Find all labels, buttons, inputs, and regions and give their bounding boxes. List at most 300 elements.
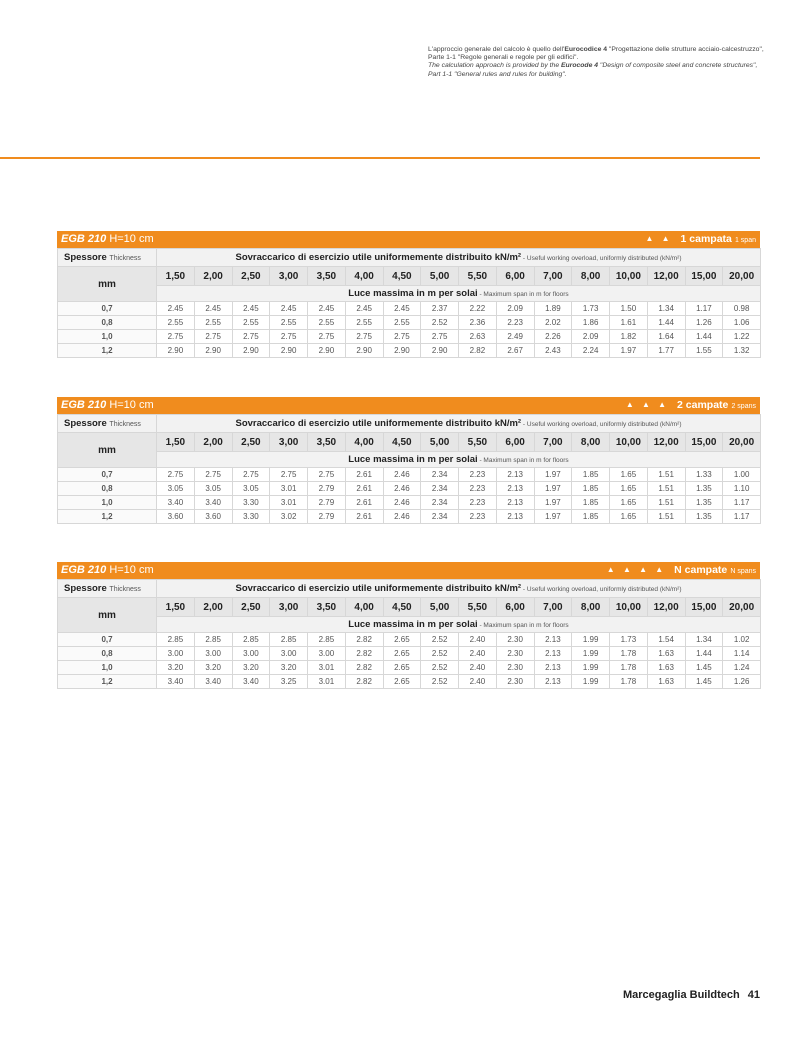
thickness-value: 1,0 — [58, 330, 157, 344]
load-value: 5,50 — [459, 598, 497, 617]
span-value: 2.13 — [534, 661, 572, 675]
span-table-grid — [57, 579, 761, 689]
load-value: 10,00 — [610, 433, 648, 452]
span-value: 3.40 — [157, 675, 195, 689]
span-config — [607, 564, 756, 576]
load-value: 6,00 — [496, 267, 534, 286]
span-value: 2.75 — [270, 330, 308, 344]
table-title-bar — [57, 231, 760, 248]
span-value: 1.00 — [723, 468, 761, 482]
load-value: 12,00 — [647, 433, 685, 452]
span-value: 2.02 — [534, 316, 572, 330]
intro-en-text-2: "Design of composite steel and concrete structures", Part 1-1 "General rules and rules for building". — [428, 62, 758, 78]
span-table-2 — [57, 397, 760, 524]
intro-text — [428, 46, 764, 79]
span-value: 1.65 — [610, 496, 648, 510]
load-value: 20,00 — [723, 267, 761, 286]
span-value: 3.05 — [194, 482, 232, 496]
table-title-bar — [57, 397, 760, 414]
orange-divider — [0, 157, 760, 159]
load-value: 3,00 — [270, 598, 308, 617]
span-value: 2.90 — [345, 344, 383, 358]
intro-it-eurocode: Eurocodice 4 — [564, 46, 608, 53]
span-value: 3.05 — [157, 482, 195, 496]
load-value: 4,50 — [383, 433, 421, 452]
span-value: 1.45 — [685, 661, 723, 675]
span-value: 2.23 — [459, 496, 497, 510]
max-span-label: Luce massima in m per solai — [348, 619, 478, 630]
table-row — [58, 302, 761, 316]
support-triangles-icon: ▲ ▲ — [645, 234, 673, 243]
span-config — [626, 399, 756, 411]
span-value: 2.40 — [459, 675, 497, 689]
load-value: 6,00 — [496, 433, 534, 452]
thickness-label-en: Thickness — [109, 421, 141, 428]
thickness-value: 0,8 — [58, 482, 157, 496]
span-value: 1.44 — [647, 316, 685, 330]
span-table-1 — [57, 231, 760, 358]
span-value: 1.33 — [685, 468, 723, 482]
span-value: 2.13 — [496, 468, 534, 482]
span-value: 2.45 — [308, 302, 346, 316]
table-row — [58, 633, 761, 647]
load-label-en: - Useful working overload, uniformly distributed (kN/m²) — [521, 255, 682, 262]
load-value: 10,00 — [610, 598, 648, 617]
product-model: EGB 210 — [61, 564, 107, 576]
thickness-header — [58, 249, 157, 267]
span-value: 3.25 — [270, 675, 308, 689]
header-row — [58, 249, 761, 267]
max-span-label-en: - Maximum span in m for floors — [477, 291, 569, 298]
span-value: 1.78 — [610, 647, 648, 661]
span-value: 2.45 — [345, 302, 383, 316]
span-value: 2.45 — [157, 302, 195, 316]
footer-brand: Marcegaglia Buildtech — [622, 989, 740, 1001]
span-value: 2.13 — [496, 482, 534, 496]
load-value: 2,50 — [232, 598, 270, 617]
span-value: 2.75 — [194, 330, 232, 344]
product-height: H=10 cm — [109, 399, 154, 411]
load-value: 3,50 — [308, 433, 346, 452]
intro-en-eurocode: Eurocode 4 — [561, 62, 599, 70]
span-value: 3.30 — [232, 510, 270, 524]
span-value: 2.23 — [459, 468, 497, 482]
table-row — [58, 647, 761, 661]
span-value: 2.30 — [496, 633, 534, 647]
span-value: 2.90 — [308, 344, 346, 358]
span-value: 2.61 — [345, 482, 383, 496]
header-row — [58, 415, 761, 433]
span-value: 2.65 — [383, 661, 421, 675]
span-table-grid — [57, 414, 761, 524]
span-value: 1.54 — [647, 633, 685, 647]
span-value: 2.75 — [345, 330, 383, 344]
span-value: 2.23 — [459, 482, 497, 496]
span-value: 1.99 — [572, 675, 610, 689]
max-span-label: Luce massima in m per solai — [348, 454, 478, 465]
span-value: 2.82 — [345, 675, 383, 689]
span-value: 2.82 — [345, 661, 383, 675]
intro-italian — [428, 46, 764, 62]
span-value: 2.52 — [421, 647, 459, 661]
load-value: 1,50 — [157, 267, 195, 286]
table-row — [58, 675, 761, 689]
span-value: 0.98 — [723, 302, 761, 316]
thickness-label: Spessore — [64, 252, 107, 263]
span-value: 3.20 — [232, 661, 270, 675]
span-value: 1.06 — [723, 316, 761, 330]
span-value: 1.65 — [610, 468, 648, 482]
span-value: 2.75 — [383, 330, 421, 344]
intro-en-text: The calculation approach is provided by the — [428, 62, 561, 70]
load-value: 3,00 — [270, 267, 308, 286]
span-value: 2.46 — [383, 510, 421, 524]
span-value: 1.73 — [610, 633, 648, 647]
span-value: 2.46 — [383, 496, 421, 510]
span-value: 2.34 — [421, 468, 459, 482]
load-value: 20,00 — [723, 598, 761, 617]
span-header-row — [58, 286, 761, 302]
span-value: 1.85 — [572, 468, 610, 482]
span-value: 2.65 — [383, 633, 421, 647]
span-value: 2.85 — [157, 633, 195, 647]
thickness-label-en: Thickness — [109, 255, 141, 262]
thickness-value: 1,2 — [58, 510, 157, 524]
span-value: 3.01 — [308, 675, 346, 689]
span-value: 1.82 — [610, 330, 648, 344]
span-value: 2.82 — [459, 344, 497, 358]
span-value: 2.30 — [496, 675, 534, 689]
span-value: 2.82 — [345, 647, 383, 661]
span-value: 2.13 — [496, 496, 534, 510]
span-value: 1.10 — [723, 482, 761, 496]
table-row — [58, 468, 761, 482]
span-value: 2.55 — [270, 316, 308, 330]
span-header-row — [58, 617, 761, 633]
thickness-header — [58, 415, 157, 433]
span-value: 2.55 — [308, 316, 346, 330]
span-value: 1.61 — [610, 316, 648, 330]
load-value: 3,50 — [308, 267, 346, 286]
support-triangles-icon: ▲ ▲ ▲ — [625, 400, 670, 409]
span-label: 1 campata — [680, 233, 732, 245]
span-value: 2.49 — [496, 330, 534, 344]
span-value: 1.51 — [647, 468, 685, 482]
load-value: 15,00 — [685, 598, 723, 617]
span-value: 2.45 — [383, 302, 421, 316]
span-value: 3.40 — [157, 496, 195, 510]
thickness-value: 0,8 — [58, 647, 157, 661]
span-value: 1.97 — [534, 496, 572, 510]
span-value: 2.79 — [308, 482, 346, 496]
span-value: 2.55 — [232, 316, 270, 330]
table-title — [61, 399, 154, 411]
span-value: 3.00 — [270, 647, 308, 661]
load-value: 2,00 — [194, 598, 232, 617]
span-value: 2.75 — [157, 330, 195, 344]
load-value: 7,00 — [534, 433, 572, 452]
span-value: 2.37 — [421, 302, 459, 316]
load-value: 1,50 — [157, 433, 195, 452]
product-height: H=10 cm — [109, 233, 154, 245]
load-value: 10,00 — [610, 267, 648, 286]
span-value: 2.09 — [496, 302, 534, 316]
span-value: 1.22 — [723, 330, 761, 344]
intro-english — [428, 62, 764, 78]
thickness-value: 1,0 — [58, 496, 157, 510]
span-value: 2.85 — [232, 633, 270, 647]
span-value: 1.85 — [572, 496, 610, 510]
span-value: 2.45 — [270, 302, 308, 316]
span-value: 1.17 — [723, 496, 761, 510]
span-value: 2.09 — [572, 330, 610, 344]
span-value: 2.65 — [383, 647, 421, 661]
span-value: 1.77 — [647, 344, 685, 358]
span-value: 2.79 — [308, 496, 346, 510]
thickness-value: 0,8 — [58, 316, 157, 330]
span-value: 2.43 — [534, 344, 572, 358]
span-value: 2.40 — [459, 633, 497, 647]
span-table-grid — [57, 248, 761, 358]
span-value: 1.17 — [685, 302, 723, 316]
span-value: 1.45 — [685, 675, 723, 689]
load-value: 8,00 — [572, 433, 610, 452]
span-value: 2.34 — [421, 510, 459, 524]
load-value: 5,00 — [421, 433, 459, 452]
load-value: 4,00 — [345, 267, 383, 286]
mm-label: mm — [58, 267, 157, 302]
load-value: 20,00 — [723, 433, 761, 452]
span-value: 1.24 — [723, 661, 761, 675]
span-value: 3.60 — [157, 510, 195, 524]
span-value: 1.78 — [610, 675, 648, 689]
thickness-label: Spessore — [64, 583, 107, 594]
span-value: 2.90 — [232, 344, 270, 358]
thickness-label: Spessore — [64, 418, 107, 429]
loads-row — [58, 598, 761, 617]
load-value: 2,00 — [194, 433, 232, 452]
span-value: 1.85 — [572, 510, 610, 524]
load-value: 4,50 — [383, 267, 421, 286]
load-value: 12,00 — [647, 598, 685, 617]
span-value: 1.86 — [572, 316, 610, 330]
span-value: 1.51 — [647, 496, 685, 510]
span-value: 2.90 — [421, 344, 459, 358]
load-value: 1,50 — [157, 598, 195, 617]
span-value: 1.02 — [723, 633, 761, 647]
load-value: 4,00 — [345, 433, 383, 452]
span-value: 2.34 — [421, 496, 459, 510]
span-value: 2.13 — [534, 633, 572, 647]
span-value: 1.99 — [572, 661, 610, 675]
span-value: 1.44 — [685, 647, 723, 661]
span-value: 2.90 — [383, 344, 421, 358]
load-label-en: - Useful working overload, uniformly distributed (kN/m²) — [521, 586, 682, 593]
span-value: 2.24 — [572, 344, 610, 358]
table-row — [58, 316, 761, 330]
span-value: 2.30 — [496, 661, 534, 675]
max-span-header — [157, 452, 761, 468]
span-value: 1.51 — [647, 510, 685, 524]
table-title — [61, 564, 154, 576]
span-value: 3.00 — [232, 647, 270, 661]
span-value: 1.14 — [723, 647, 761, 661]
span-value: 1.78 — [610, 661, 648, 675]
intro-it-text: L'approccio generale del calcolo è quello dell' — [428, 46, 565, 53]
span-value: 2.75 — [232, 330, 270, 344]
span-value: 2.13 — [534, 647, 572, 661]
load-header — [157, 580, 761, 598]
load-value: 8,00 — [572, 598, 610, 617]
product-height: H=10 cm — [109, 564, 154, 576]
max-span-label: Luce massima in m per solai — [348, 288, 478, 299]
span-value: 1.26 — [723, 675, 761, 689]
span-value: 2.55 — [345, 316, 383, 330]
load-value: 3,00 — [270, 433, 308, 452]
span-value: 3.01 — [308, 661, 346, 675]
span-value: 1.35 — [685, 496, 723, 510]
page-number: 41 — [747, 989, 760, 1001]
span-value: 1.35 — [685, 482, 723, 496]
span-value: 2.65 — [383, 675, 421, 689]
load-value: 5,50 — [459, 267, 497, 286]
span-value: 1.73 — [572, 302, 610, 316]
load-value: 4,00 — [345, 598, 383, 617]
span-value: 2.52 — [421, 661, 459, 675]
product-model: EGB 210 — [61, 399, 107, 411]
span-value: 2.55 — [194, 316, 232, 330]
span-value: 2.85 — [270, 633, 308, 647]
support-triangles-icon: ▲ ▲ ▲ ▲ — [606, 565, 667, 574]
load-value: 5,00 — [421, 598, 459, 617]
span-value: 2.26 — [534, 330, 572, 344]
load-label: Sovraccarico di esercizio utile uniformemente distribuito kN/m² — [235, 583, 522, 594]
span-value: 2.75 — [421, 330, 459, 344]
span-value: 2.13 — [496, 510, 534, 524]
span-value: 2.75 — [157, 468, 195, 482]
span-value: 3.40 — [194, 496, 232, 510]
span-value: 1.97 — [534, 468, 572, 482]
span-value: 2.75 — [270, 468, 308, 482]
span-value: 1.65 — [610, 482, 648, 496]
span-value: 1.85 — [572, 482, 610, 496]
thickness-header — [58, 580, 157, 598]
span-value: 2.90 — [157, 344, 195, 358]
load-value: 15,00 — [685, 433, 723, 452]
span-value: 3.60 — [194, 510, 232, 524]
table-title-bar — [57, 562, 760, 579]
span-value: 3.20 — [194, 661, 232, 675]
page-footer — [623, 989, 760, 1001]
span-value: 2.75 — [194, 468, 232, 482]
span-value: 2.30 — [496, 647, 534, 661]
span-value: 2.61 — [345, 468, 383, 482]
span-value: 2.75 — [232, 468, 270, 482]
span-value: 1.63 — [647, 661, 685, 675]
span-value: 2.61 — [345, 510, 383, 524]
span-table-n — [57, 562, 760, 689]
span-value: 2.85 — [194, 633, 232, 647]
span-value: 2.23 — [496, 316, 534, 330]
span-value: 2.52 — [421, 633, 459, 647]
load-header — [157, 415, 761, 433]
load-value: 6,00 — [496, 598, 534, 617]
span-value: 2.45 — [232, 302, 270, 316]
span-value: 2.22 — [459, 302, 497, 316]
table-row — [58, 482, 761, 496]
span-value: 3.01 — [270, 482, 308, 496]
thickness-label-en: Thickness — [109, 586, 141, 593]
max-span-header — [157, 286, 761, 302]
span-value: 3.00 — [194, 647, 232, 661]
span-header-row — [58, 452, 761, 468]
thickness-value: 1,0 — [58, 661, 157, 675]
header-row — [58, 580, 761, 598]
span-label: 2 campate — [677, 399, 729, 411]
max-span-label-en: - Maximum span in m for floors — [477, 457, 569, 464]
span-value: 1.44 — [685, 330, 723, 344]
span-value: 2.63 — [459, 330, 497, 344]
load-value: 5,00 — [421, 267, 459, 286]
span-value: 2.13 — [534, 675, 572, 689]
span-value: 1.34 — [647, 302, 685, 316]
thickness-value: 1,2 — [58, 344, 157, 358]
span-value: 2.36 — [459, 316, 497, 330]
span-value: 1.99 — [572, 647, 610, 661]
span-value: 2.46 — [383, 468, 421, 482]
table-row — [58, 661, 761, 675]
span-value: 1.63 — [647, 647, 685, 661]
span-value: 1.50 — [610, 302, 648, 316]
span-value: 2.40 — [459, 661, 497, 675]
intro-it-text-2: "Progettazione delle strutture acciaio-calcestruzzo", Parte 1-1 "Regole generali e regole per gli edifici". — [428, 46, 764, 62]
span-value: 2.46 — [383, 482, 421, 496]
span-value: 2.90 — [270, 344, 308, 358]
span-value: 2.34 — [421, 482, 459, 496]
load-value: 2,00 — [194, 267, 232, 286]
table-row — [58, 344, 761, 358]
span-value: 2.61 — [345, 496, 383, 510]
span-value: 2.52 — [421, 675, 459, 689]
load-label: Sovraccarico di esercizio utile uniformemente distribuito kN/m² — [235, 418, 522, 429]
span-value: 1.26 — [685, 316, 723, 330]
span-value: 2.85 — [308, 633, 346, 647]
span-value: 2.23 — [459, 510, 497, 524]
thickness-value: 0,7 — [58, 633, 157, 647]
loads-row — [58, 433, 761, 452]
span-label-en: 1 span — [734, 237, 756, 244]
load-value: 8,00 — [572, 267, 610, 286]
span-value: 2.67 — [496, 344, 534, 358]
span-value: 1.97 — [534, 482, 572, 496]
span-value: 2.52 — [421, 316, 459, 330]
span-label: N campate — [674, 564, 728, 576]
load-value: 2,50 — [232, 433, 270, 452]
load-value: 7,00 — [534, 598, 572, 617]
load-header — [157, 249, 761, 267]
max-span-label-en: - Maximum span in m for floors — [477, 622, 569, 629]
span-config — [645, 233, 756, 245]
span-value: 3.20 — [157, 661, 195, 675]
load-label-en: - Useful working overload, uniformly distributed (kN/m²) — [521, 421, 682, 428]
mm-label: mm — [58, 598, 157, 633]
load-value: 3,50 — [308, 598, 346, 617]
span-value: 1.34 — [685, 633, 723, 647]
span-value: 1.97 — [534, 510, 572, 524]
span-value: 2.55 — [157, 316, 195, 330]
load-value: 5,50 — [459, 433, 497, 452]
span-value: 2.75 — [308, 468, 346, 482]
